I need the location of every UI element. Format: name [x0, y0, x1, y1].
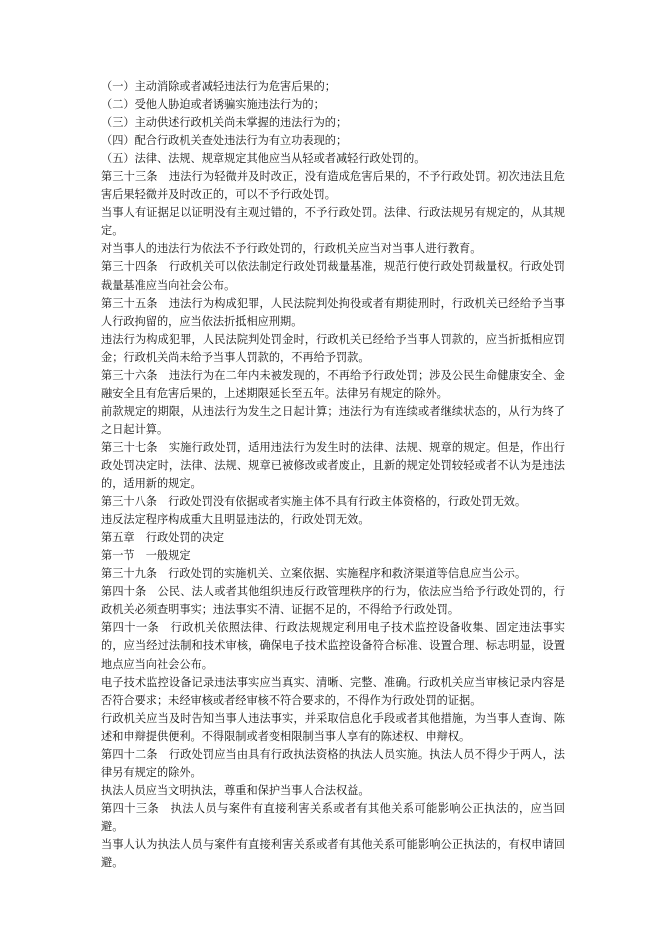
article-41: 第四十一条 行政机关依照法律、行政法规规定利用电子技术监控设备收集、固定违法事实的，应当经过法制和技术审核，确保电子技术监控设备符合标准、设置合理、标志明显，设置地点应当向社会公布。 — [101, 621, 565, 671]
article-41-para-3: 行政机关应当及时告知当事人违法事实，并采取信息化手段或者其他措施，为当事人查询、陈述和申辩提供便利。不得限制或者变相限制当事人享有的陈述权、申辩权。 — [101, 711, 565, 743]
article-36-para-2: 前款规定的期限，从违法行为发生之日起计算；违法行为有连续或者继续状态的，从行为终了之日起计算。 — [101, 404, 565, 436]
list-item-4: （四）配合行政机关查处违法行为有立功表现的； — [101, 134, 348, 148]
article-42: 第四十二条 行政处罚应当由具有行政执法资格的执法人员实施。执法人员不得少于两人，法律另有规定的除外。 — [101, 747, 565, 779]
article-33-para-2: 当事人有证据足以证明没有主观过错的，不予行政处罚。法律、行政法规另有规定的，从其规定。 — [101, 206, 565, 238]
article-33: 第三十三条 违法行为轻微并及时改正，没有造成危害后果的，不予行政处罚。初次违法且危害后果轻微并及时改正的，可以不予行政处罚。 — [101, 170, 565, 202]
article-43: 第四十三条 执法人员与案件有直接利害关系或者有其他关系可能影响公正执法的，应当回避。 — [101, 801, 565, 833]
list-item-5: （五）法律、法规、规章规定其他应当从轻或者减轻行政处罚的。 — [101, 152, 426, 166]
article-34: 第三十四条 行政机关可以依法制定行政处罚裁量基准，规范行使行政处罚裁量权。行政处罚裁量基准应当向社会公布。 — [101, 260, 565, 292]
list-item-2: （二）受他人胁迫或者诱骗实施违法行为的； — [101, 98, 325, 112]
article-40: 第四十条 公民、法人或者其他组织违反行政管理秩序的行为，依法应当给予行政处罚的，行政机关必须查明事实；违法事实不清、证据不足的，不得给予行政处罚。 — [101, 585, 565, 617]
chapter-heading: 第五章 行政处罚的决定 — [101, 531, 225, 545]
article-42-para-2: 执法人员应当文明执法，尊重和保护当事人合法权益。 — [101, 783, 370, 797]
article-36: 第三十六条 违法行为在二年内未被发现的，不再给予行政处罚；涉及公民生命健康安全、金融安全且有危害后果的，上述期限延长至五年。法律另有规定的除外。 — [101, 368, 565, 400]
list-item-3: （三）主动供述行政机关尚未掌握的违法行为的； — [101, 116, 348, 130]
article-38-para-2: 违反法定程序构成重大且明显违法的，行政处罚无效。 — [101, 513, 370, 527]
article-35-para-2: 违法行为构成犯罪，人民法院判处罚金时，行政机关已经给予当事人罚款的，应当折抵相应罚金；行政机关尚未给予当事人罚款的，不再给予罚款。 — [101, 332, 565, 364]
list-item-1: （一）主动消除或者减轻违法行为危害后果的； — [101, 80, 336, 93]
article-41-para-2: 电子技术监控设备记录违法事实应当真实、清晰、完整、准确。行政机关应当审核记录内容是否符合要求；未经审核或者经审核不符合要求的，不得作为行政处罚的证据。 — [101, 675, 565, 707]
article-33-para-3: 对当事人的违法行为依法不予行政处罚的，行政机关应当对当事人进行教育。 — [101, 242, 482, 256]
article-38: 第三十八条 行政处罚没有依据或者实施主体不具有行政主体资格的，行政处罚无效。 — [101, 495, 527, 509]
article-43-para-2: 当事人认为执法人员与案件有直接利害关系或者有其他关系可能影响公正执法的，有权申请回避。 — [101, 837, 565, 870]
document-body — [101, 78, 565, 872]
article-35: 第三十五条 违法行为构成犯罪，人民法院判处拘役或者有期徒刑时，行政机关已经给予当事人行政拘留的，应当依法折抵相应刑期。 — [101, 296, 565, 328]
section-heading: 第一节 一般规定 — [101, 549, 191, 563]
article-37: 第三十七条 实施行政处罚，适用违法行为发生时的法律、法规、规章的规定。但是，作出行政处罚决定时，法律、法规、规章已被修改或者废止，且新的规定处罚较轻或者不认为是违法的，适用新的规定。 — [101, 440, 565, 491]
article-39: 第三十九条 行政处罚的实施机关、立案依据、实施程序和救济渠道等信息应当公示。 — [101, 567, 527, 581]
